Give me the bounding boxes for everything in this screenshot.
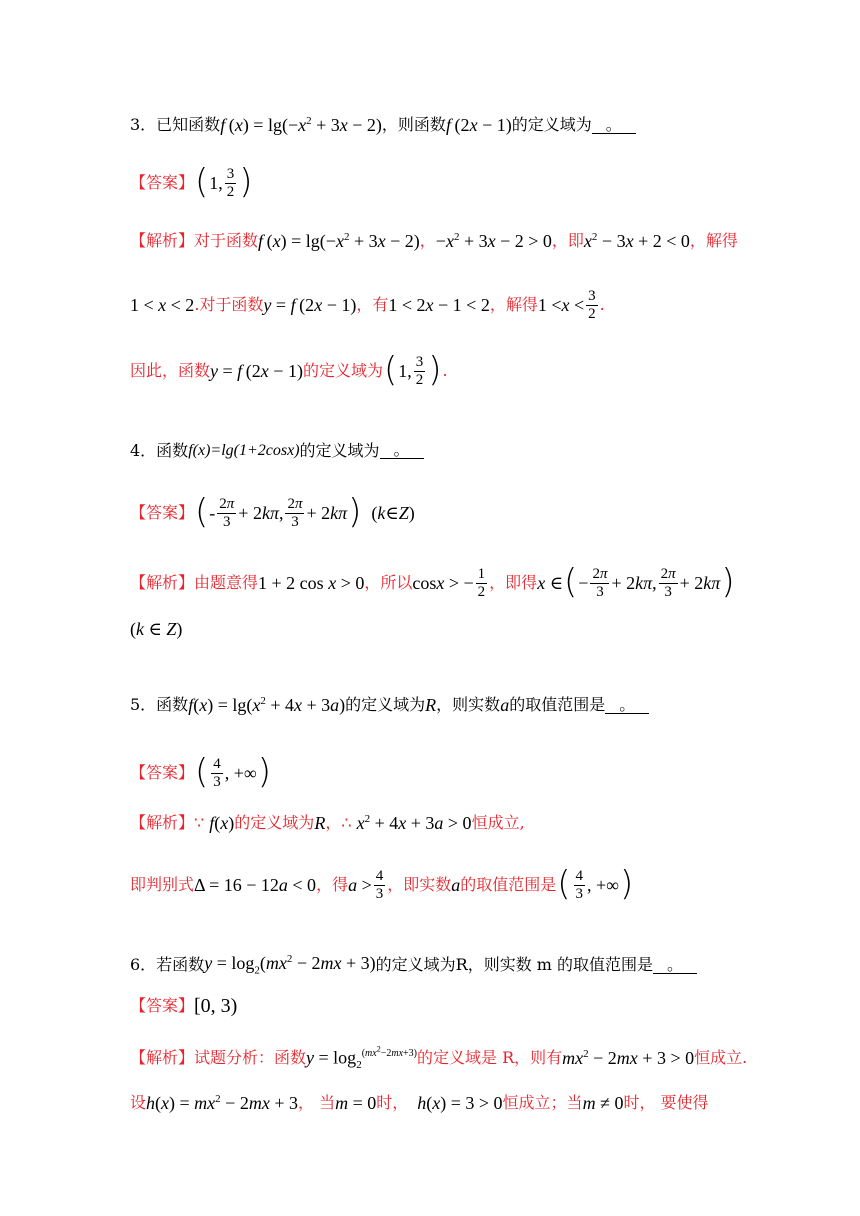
q3-jiexi2-b: ，有 <box>356 295 389 314</box>
q4-jiexi-line2 <box>130 620 760 638</box>
q6-jiexi2-a: 设 <box>130 1093 147 1112</box>
q5-jiexi2-b: ，得 <box>316 875 349 894</box>
q5-jiexi-fx: f(x) <box>209 813 235 833</box>
q3-jiexi-range2: 1 < 2x − 1 < 2 <box>388 295 490 315</box>
q6-jiexi2-e: 时， 要使得 <box>623 1093 709 1112</box>
q4-suffix: 的定义域为 <box>299 440 380 460</box>
q5-jiexi-R: R <box>314 813 326 833</box>
q3-answer-label: 【答案】 <box>130 173 195 192</box>
q6-jiexi-mne0: m ≠ 0 <box>582 1093 624 1113</box>
q6-jiexi-ineq: $mx^2 - 2mx + 3 > 0$ <box>562 1048 695 1069</box>
q3-function2: f (2x − 1) <box>445 115 512 135</box>
q5-jiexi1-c: 恒成立, <box>471 813 525 832</box>
q4-blank: 。 <box>380 442 424 459</box>
q4-jiexi-c: ，即得 <box>489 573 538 592</box>
q6-jiexi-h3: h(x) = 3 > 0 <box>417 1093 503 1113</box>
q5-R: R <box>425 695 437 715</box>
q5-jiexi1-b: ， <box>325 813 342 832</box>
q6-jiexi-line2 <box>130 1094 760 1112</box>
q5-jiexi-line1 <box>130 814 760 832</box>
q6-jiexi1-a: 试题分析：函数 <box>194 1048 307 1068</box>
q5-question <box>130 696 760 714</box>
q4-function: f(x)=lg(1+2cosx) <box>188 441 300 459</box>
q4-jiexi-label: 【解析】 <box>130 573 195 592</box>
q6-jiexi-function: $y = \log_2^{(mx^2-2mx+3)}$ <box>306 1045 417 1071</box>
q5-jiexi-delta: Δ = 16 − 12a < 0 <box>194 875 317 895</box>
q6-answer-label: 【答案】 <box>130 996 195 1015</box>
q5-a: a <box>500 695 510 715</box>
q6-jiexi2-b: ， 当 <box>297 1093 336 1112</box>
q3-jiexi-line1 <box>130 232 760 250</box>
q4-question <box>130 442 760 459</box>
q6-prefix: 6．若函数 <box>130 955 205 975</box>
q5-function: $f(x) = \lg(x^2 + 4x + 3a)$ <box>188 695 346 715</box>
q5-jiexi-label: 【解析】 <box>130 813 195 832</box>
q3-jiexi-range3: 1 < x < $\frac{3}{2}$ <box>537 288 596 322</box>
q6-suffix: 的定义域为R，则实数 m 的取值范围是 <box>375 955 654 975</box>
q3-jiexi-ineq2: $x^2 - 3x + 2 < 0$ <box>583 231 690 251</box>
q6-answer-value: [0, 3) <box>194 995 238 1017</box>
q5-answer-label: 【答案】 <box>130 763 195 782</box>
q6-answer <box>130 996 760 1016</box>
q6-jiexi-line1 <box>130 1046 760 1071</box>
q4-jiexi-b: ，所以 <box>364 573 413 592</box>
q3-jiexi3-a: 因此，函数 <box>130 361 211 380</box>
q6-jiexi1-c: 恒成立. <box>694 1048 748 1068</box>
q4-jiexi-k: (k ∈ Z) <box>130 619 183 639</box>
q3-prefix: 3．已知函数 <box>130 115 221 134</box>
q5-jiexi1-a: 的定义域为 <box>234 813 315 832</box>
q4-answer-value: ( - $\frac{2\pi}{3}$ + 2 kπ , $\frac{2\pi}{3}$ + 2 kπ ) ( k ∈ Z ) <box>195 492 415 533</box>
q3-suffix: 的定义域为 <box>511 115 592 134</box>
q4-jiexi-line1 <box>130 562 760 603</box>
q3-jiexi-y: y = f (2x − 1) <box>263 295 357 315</box>
q5-blank: 。 <box>605 697 649 714</box>
q5-suffix: 的取值范围是 <box>509 695 606 714</box>
q6-jiexi2-d: 恒成立；当 <box>502 1093 583 1112</box>
q3-mid: ，则函数 <box>381 115 446 134</box>
q3-jiexi1-b: ， <box>419 231 436 250</box>
q3-answer-value: ( 1, $\frac{3}{2}$ ) <box>195 162 253 203</box>
q3-jiexi-ineq1: $-x^2 + 3x - 2 > 0$ <box>435 231 552 251</box>
q5-jiexi2-c: ，即实数 <box>387 875 452 894</box>
q5-jiexi-ineq: $x^2 + 4x + 3a > 0$ <box>356 813 472 833</box>
q5-jiexi2-a: 即判别式 <box>130 875 195 894</box>
q5-answer <box>130 752 760 793</box>
q6-jiexi-label: 【解析】 <box>130 1048 195 1068</box>
because-symbol: ∵ <box>194 813 210 832</box>
q6-jiexi1-b: 的定义域是 R，则有 <box>417 1048 563 1068</box>
q3-jiexi1-d: ，解得 <box>689 231 738 250</box>
q4-jiexi-ineq2: cos x > − $\frac{1}{2}$ <box>412 566 486 600</box>
q3-jiexi-line3 <box>130 350 760 391</box>
q3-function: f $(x) = \lg(-x^2 + 3x - 2)$ <box>220 115 382 135</box>
q6-question <box>130 954 760 977</box>
q3-jiexi1-c: ，即 <box>551 231 584 250</box>
q5-jiexi-a-range: a > $\frac{4}{3}$ <box>348 868 384 902</box>
q5-jiexi-answer: ( $\frac{4}{3}$ , +∞ ) <box>557 864 634 905</box>
q3-jiexi1-a: 对于函数 <box>194 231 259 250</box>
q3-jiexi-domain: ( 1, $\frac{3}{2}$ ) <box>383 350 442 391</box>
q5-mid: 的定义域为 <box>345 695 426 714</box>
therefore-symbol: ∴ <box>341 813 357 832</box>
q5-answer-value: ( $\frac{4}{3}$ , +∞ ) <box>195 752 272 793</box>
q3-jiexi-function: f $(x) = \lg(-x^2 + 3x - 2)$ <box>258 231 420 251</box>
q3-jiexi3-c: . <box>442 361 448 380</box>
q5-mid2: ，则实数 <box>436 695 501 714</box>
q3-jiexi2-c: ，解得 <box>489 295 538 314</box>
q3-jiexi-y2: y = f (2x − 1) <box>210 361 303 381</box>
q3-question <box>130 116 760 134</box>
q3-jiexi2-a: .对于函数 <box>194 295 264 314</box>
q5-jiexi-a: a <box>451 875 461 895</box>
q5-jiexi2-d: 的取值范围是 <box>460 875 557 894</box>
q4-jiexi-ineq1: 1 + 2 cos x > 0 <box>258 573 365 593</box>
q4-jiexi-a: 由题意得 <box>194 573 259 592</box>
q3-jiexi3-b: 的定义域为 <box>302 361 383 380</box>
q3-jiexi-line2 <box>130 288 760 322</box>
q6-jiexi-m0: m = 0 <box>335 1093 377 1113</box>
q3-answer <box>130 162 760 203</box>
q6-blank: 。 <box>653 957 697 974</box>
q4-answer <box>130 492 760 533</box>
q6-jiexi-h: $h(x) = mx^2 - 2mx + 3$ <box>146 1093 298 1113</box>
q3-blank: 。 <box>592 117 636 134</box>
q4-jiexi-set: x ∈ ( − $\frac{2\pi}{3}$ + 2 kπ , $\frac{2\pi}{3}$ + 2 kπ ) <box>537 562 735 603</box>
q4-answer-label: 【答案】 <box>130 503 195 522</box>
q6-jiexi2-c: 时， <box>376 1093 409 1112</box>
q3-jiexi2-d: . <box>599 295 605 314</box>
q5-jiexi-line2 <box>130 864 760 905</box>
q4-prefix: 4．函数 <box>130 440 189 460</box>
q3-jiexi-label: 【解析】 <box>130 231 195 250</box>
q3-jiexi-range1: 1 < x < 2 <box>130 295 195 315</box>
q5-prefix: 5．函数 <box>130 695 189 714</box>
q6-function: $y = \log_2(mx^2 - 2mx + 3)$ <box>204 953 376 977</box>
